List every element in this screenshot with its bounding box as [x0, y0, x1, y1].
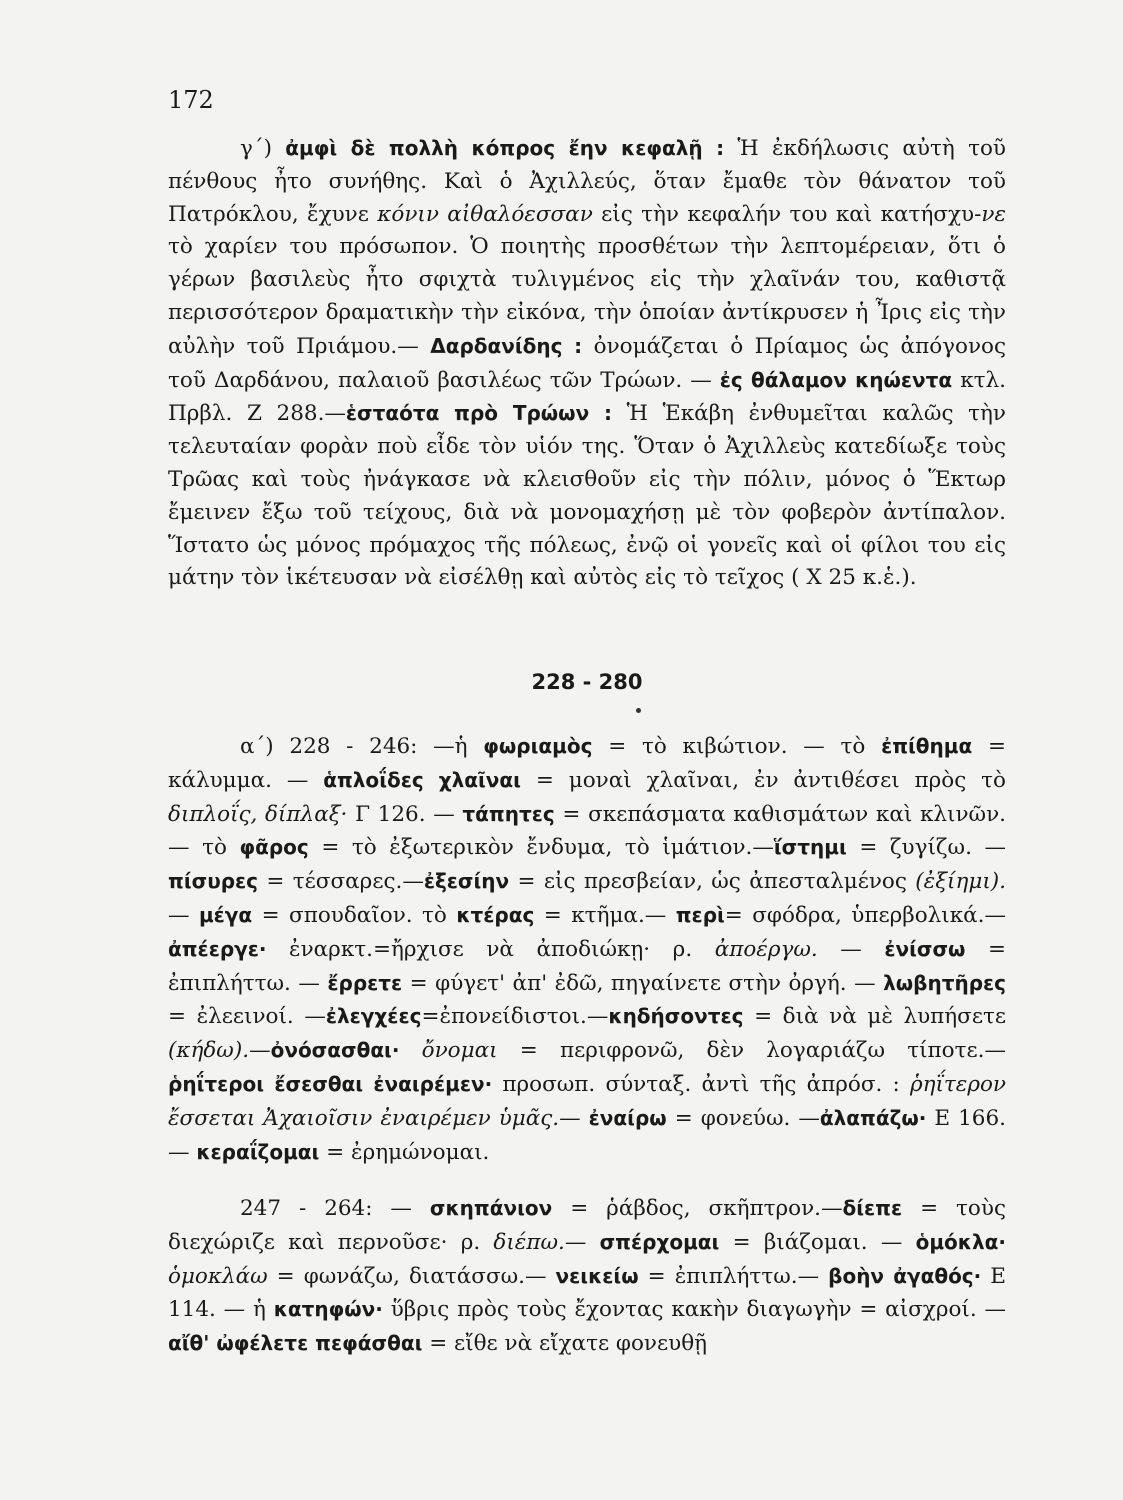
quote-run: διέπω. [493, 1229, 565, 1255]
text-run: ὕβρις πρὸς τοὺς ἔχοντας κακὴν διαγωγὴν = αἰσχροί. — [382, 1297, 1007, 1323]
text-run: 247 - 264: — [240, 1196, 430, 1221]
text-run: εἰς τὴν κεφαλήν του καὶ κατήσχυ- [592, 201, 982, 227]
text-run: = φύγετ' ἀπ' ἐδῶ, πηγαίνετε στὴν ὀργή. — [402, 970, 884, 996]
text-run: = σπουδαῖον. τὸ [252, 902, 457, 928]
lemma: δίεπε [842, 1196, 903, 1220]
lemma: ἁπλοΐδες χλαῖναι [323, 767, 521, 792]
text-run: προσωπ. σύνταξ. ἀντὶ τῆς ἀπρόσ. : [492, 1071, 910, 1097]
lemma: ἐνίσσω [884, 936, 966, 961]
text-run: Ε 114. — ἡ [168, 1263, 1006, 1323]
lemma: ἔρρετε [327, 970, 403, 995]
lemma: ἀλαπάζω· [819, 1105, 927, 1130]
text-run: = ἐπιπλήττω. — [168, 936, 1006, 996]
text-run: = σφόδρα, ὑπερβολικά.— [724, 902, 1006, 928]
text-run: = ἐρημώνομαι. [319, 1139, 490, 1165]
lemma: φᾶρος [239, 835, 309, 860]
text-run: = φωνάζω, διατάσσω.— [267, 1263, 556, 1289]
text-run: = βιάζομαι. — [719, 1229, 916, 1255]
page-number: 172 [168, 86, 214, 114]
lemma: νεικείω [555, 1263, 639, 1288]
text-run: Ἡ Ἑκάβη ἐνθυμεῖται καλῶς τὴν τελευταίαν φορὰν ποὺ εἶδε τὸν υἱόν της. Ὅταν ὁ Ἀχιλλεὺς κατεδίωξε τοὺς Τρῶας καὶ τοὺς ἠνάγκασε νὰ κλεισθοῦν εἰς τὴν πόλιν, μόνος ὁ Ἕκτωρ ἔμεινεν ἔξω τοῦ τείχους, διὰ νὰ μονομαχήσῃ μὲ τὸν φοβερὸν ἀντίπαλον. Ἵστατο ὡς μόνος πρόμαχος τῆς πόλεως, ἐνῷ οἱ γονεῖς καὶ οἱ φίλοι του εἰς μάτην τὸν ἱκέτευσαν νὰ εἰσέλθῃ καὶ αὐτὸς εἰς τὸ τεῖχος ( Χ 25 κ.ἑ.). [168, 401, 1006, 591]
quote-run: ὁμοκλάω [168, 1263, 268, 1289]
lemma: σπέρχομαι [599, 1229, 720, 1254]
text-run: Γ 126. — [347, 801, 463, 827]
text-run: = τὸ κιβώτιον. — τὸ [592, 734, 882, 759]
lemma: λωβητῆρες [883, 970, 1007, 995]
lemma: κτέρας [456, 902, 535, 927]
text-run: = διὰ νὰ μὲ λυπήσετε [743, 1004, 1007, 1030]
lemma: κηδήσοντες [608, 1004, 744, 1029]
lemma: ἐξεσίην [423, 869, 510, 894]
lemma: σκηπάνιον [429, 1196, 553, 1220]
text-run: = κάλυμμα. — [168, 734, 1006, 793]
text-run: Ἡ ἐκδήλωσις αὐτὴ τοῦ πένθους ἦτο συνήθης. Καὶ ὁ Ἀχιλλεύς, ὅταν ἔμαθε τὸν θάνατον τοῦ Πατρόκλου, ἔχυνε [168, 136, 1006, 227]
lemma: ἀμφὶ δὲ πολλὴ κόπρος ἔην κεφαλῇ : [285, 136, 725, 160]
ink-dot [636, 708, 641, 713]
lemma: ὁμόκλα· [915, 1229, 1006, 1254]
lemma: τάπητες [462, 801, 555, 826]
quote-run: διπλοΐς, δίπλαξ· [168, 801, 348, 827]
lemma: ῥηΐτεροι ἔσεσθαι ἐναιρέμεν· [168, 1071, 493, 1096]
text-run: = ζυγίζω. — [846, 835, 1006, 861]
text-run: = εἴθε νὰ εἴχατε φονευθῇ [422, 1331, 708, 1357]
text-run: = ῥάβδος, σκῆπτρον.— [552, 1196, 843, 1221]
text-run: α΄) 228 - 246: —ἡ [240, 734, 484, 759]
text-run: = ἐλεεινοί. — [168, 1004, 326, 1030]
quote-run: ῥηΐτερον ἔσσεται Ἀχαιοῖσιν ἐναιρέμεν ὑμᾶς. [168, 1071, 1006, 1131]
quote-run: ὄνομαι [421, 1038, 498, 1064]
text-run: — [168, 902, 199, 928]
section-gamma-paragraph [168, 132, 1006, 595]
text-run: Ε 166.— [168, 1105, 1006, 1165]
lemma: ὀνόσασθαι· [270, 1038, 400, 1063]
lemma: ἐλεγχέες [325, 1004, 422, 1029]
text-run: — [559, 1105, 589, 1131]
lemma: αἴθ' ὠφέλετε πεφάσθαι [168, 1331, 423, 1356]
text-run: = μοναὶ χλαῖναι, ἐν ἀντιθέσει πρὸς τὸ [520, 767, 1006, 793]
text-run: ἐναρκτ.=ἤρχισε νὰ ἀποδιώκῃ· ρ. [266, 936, 715, 962]
quote-run: ἀποέργω. [714, 936, 818, 962]
text-run: =ἐπονείδιστοι.— [421, 1004, 609, 1030]
section-alpha-paragraph [168, 730, 1006, 1169]
text-run: = περιφρονῶ, δὲν λογαριάζω τίποτε.— [497, 1038, 1006, 1064]
text-run: = τοὺς διεχώριζε καὶ περνοῦσε· ρ. [168, 1196, 1006, 1255]
text-run: γ΄) [240, 136, 286, 161]
text-run: = ἐπιπλήττω.— [638, 1263, 829, 1289]
text-run: = κτῆμα.— [534, 902, 676, 928]
text-run: = φονεύω. — [666, 1105, 820, 1131]
quote-run: νε [981, 201, 1006, 227]
text-run: = τὸ ἐξωτερικὸν ἔνδυμα, τὸ ἱμάτιον.— [308, 835, 774, 861]
text-run [399, 1038, 421, 1063]
quote-run: κόνιν αἰθαλόεσσαν [377, 201, 593, 227]
text-run: = σκεπάσματα καθισμάτων καὶ κλινῶν.— τὸ [168, 801, 1006, 861]
lemma: μέγα [198, 902, 253, 927]
lemma: φωριαμὸς [483, 734, 593, 758]
text-run: = τέσσαρες.— [258, 869, 424, 895]
lemma: πίσυρες [168, 869, 258, 894]
text-run: τὸ χαρίεν του πρόσωπον. Ὁ ποιητὴς προσθέτων τὴν λεπτομέρειαν, ὅτι ὁ γέρων βασιλεὺς ἦτο σφιχτὰ τυλιγμένος εἰς τὴν χλαῖνάν του, καθιστᾷ περισσότερον δραματικὴν τὴν εἰκόνα, τὴν ὁποίαν ἀντίκρυσεν ἡ Ἶρις εἰς τὴν αὐλὴν τοῦ Πριάμου.— [168, 234, 1006, 359]
text-run: κτλ. Πρβλ. Ζ 288.— [168, 367, 1006, 427]
lemma: βοὴν ἀγαθός· [828, 1263, 982, 1288]
quote-run: (κήδω). [168, 1038, 250, 1064]
text-run: — [817, 936, 885, 962]
lemma: ἐς θάλαμον κηώεντα [719, 367, 953, 392]
section-247-264-paragraph [168, 1192, 1006, 1361]
lemma: ἐναίρω [588, 1105, 667, 1130]
lemma: ἐπίθημα [881, 734, 973, 758]
lemma: κατηφών· [273, 1297, 383, 1322]
lemma: ἵστημι [773, 835, 847, 860]
lemma: ἑσταότα πρὸ Τρώων : [345, 401, 612, 426]
text-run: — [564, 1229, 600, 1255]
text-run: — [249, 1038, 271, 1064]
section-heading: 228 - 280 [531, 670, 643, 694]
text-run: ὀνομάζεται ὁ Πρίαμος ὡς ἀπόγονος τοῦ Δαρδάνου, παλαιοῦ βασιλέως τῶν Τρώων. — [168, 333, 1007, 393]
lemma: περὶ [675, 902, 725, 927]
quote-run: (ἐξίημι). [915, 869, 1006, 895]
lemma: Δαρδανίδης : [430, 333, 583, 358]
lemma: κεραΐζομαι [196, 1139, 320, 1164]
text-run: = εἰς πρεσβείαν, ὡς ἀπεσταλμένος [509, 869, 916, 895]
lemma: ἀπέεργε· [168, 936, 267, 961]
